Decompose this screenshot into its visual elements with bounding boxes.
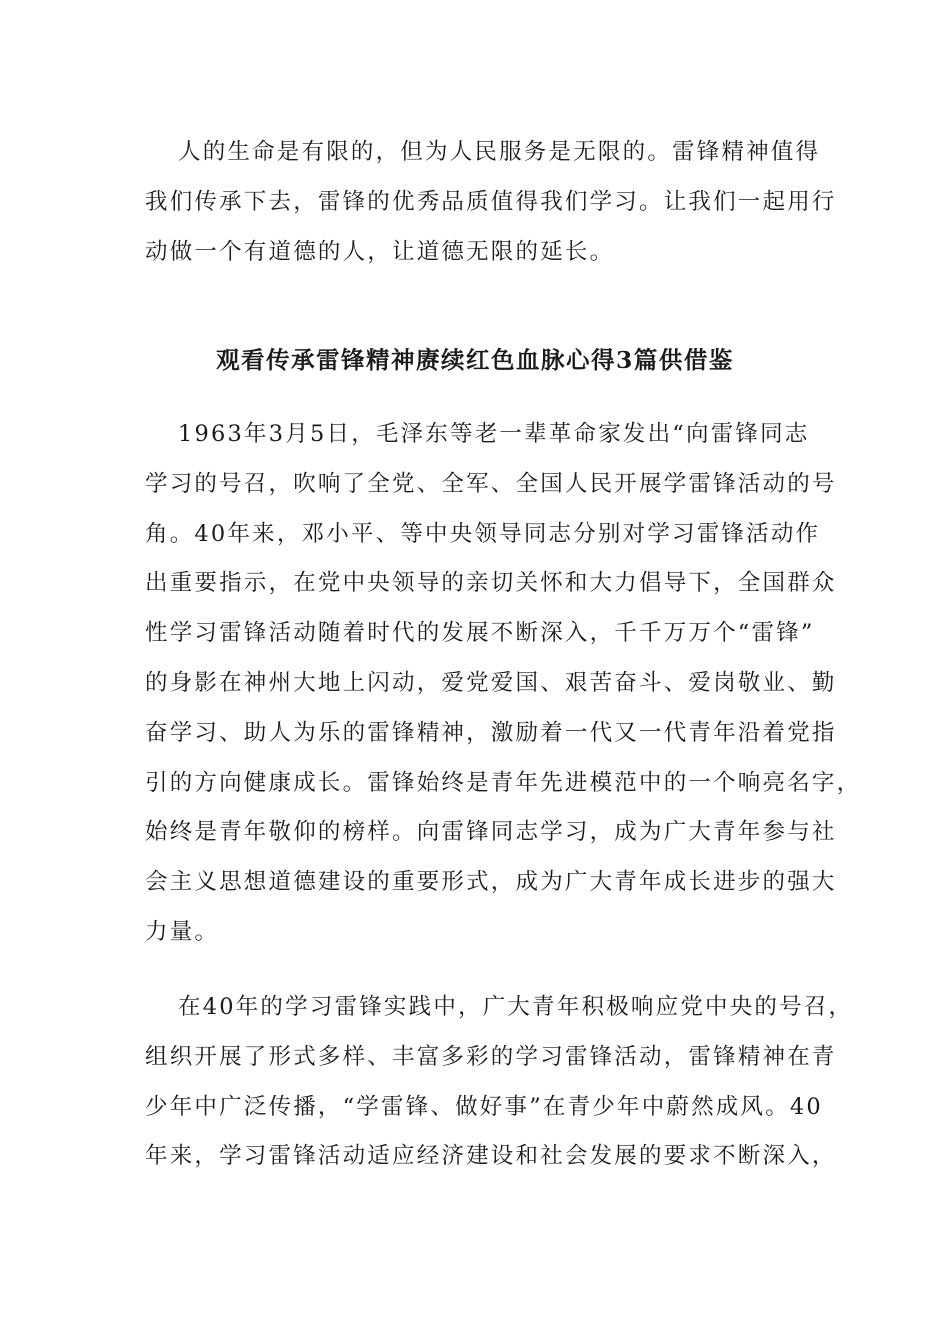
document-title: 观看传承雷锋精神赓续红色血脉心得3篇供借鉴 bbox=[216, 346, 734, 374]
paragraph-2-line-2: 学习的号召，吹响了全党、全军、全国人民开展学雷锋活动的号 bbox=[145, 471, 837, 497]
paragraph-3-line-4: 年来，学习雷锋活动适应经济建设和社会发展的要求不断深入， bbox=[145, 1143, 837, 1169]
paragraph-2-line-5: 性学习雷锋活动随着时代的发展不断深入，千千万万个“雷锋” bbox=[145, 620, 815, 646]
paragraph-2-line-3: 角。40年来，邓小平、等中央领导同志分别对学习雷锋活动作 bbox=[145, 521, 821, 547]
paragraph-1-line-1: 人的生命是有限的，但为人民服务是无限的。雷锋精神值得 bbox=[178, 139, 821, 165]
paragraph-2-line-8: 引的方向健康成长。雷锋始终是青年先进模范中的一个响亮名字， bbox=[145, 770, 862, 796]
paragraph-2-line-7: 奋学习、助人为乐的雷锋精神，激励着一代又一代青年沿着党指 bbox=[145, 720, 837, 746]
paragraph-1-line-2: 我们传承下去，雷锋的优秀品质值得我们学习。让我们一起用行 bbox=[145, 189, 837, 215]
paragraph-2-line-10: 会主义思想道德建设的重要形式，成为广大青年成长进步的强大 bbox=[145, 869, 837, 895]
paragraph-2-line-4: 出重要指示，在党中央领导的亲切关怀和大力倡导下，全国群众 bbox=[145, 570, 837, 596]
paragraph-3-line-3: 少年中广泛传播，“学雷锋、做好事”在青少年中蔚然成风。40 bbox=[145, 1094, 823, 1120]
paragraph-2-line-6: 的身影在神州大地上闪动，爱党爱国、艰苦奋斗、爱岗敬业、勤 bbox=[145, 670, 837, 696]
paragraph-3-line-1: 在40年的学习雷锋实践中，广大青年积极响应党中央的号召， bbox=[178, 994, 854, 1020]
paragraph-3-line-2: 组织开展了形式多样、丰富多彩的学习雷锋活动，雷锋精神在青 bbox=[145, 1044, 837, 1070]
paragraph-2-line-9: 始终是青年敬仰的榜样。向雷锋同志学习，成为广大青年参与社 bbox=[145, 819, 837, 845]
paragraph-2-line-1: 1963年3月5日，毛泽东等老一辈革命家发出“向雷锋同志 bbox=[178, 421, 810, 447]
paragraph-1-line-3: 动做一个有道德的人，让道德无限的延长。 bbox=[145, 239, 615, 265]
paragraph-2-line-11: 力量。 bbox=[145, 919, 220, 945]
